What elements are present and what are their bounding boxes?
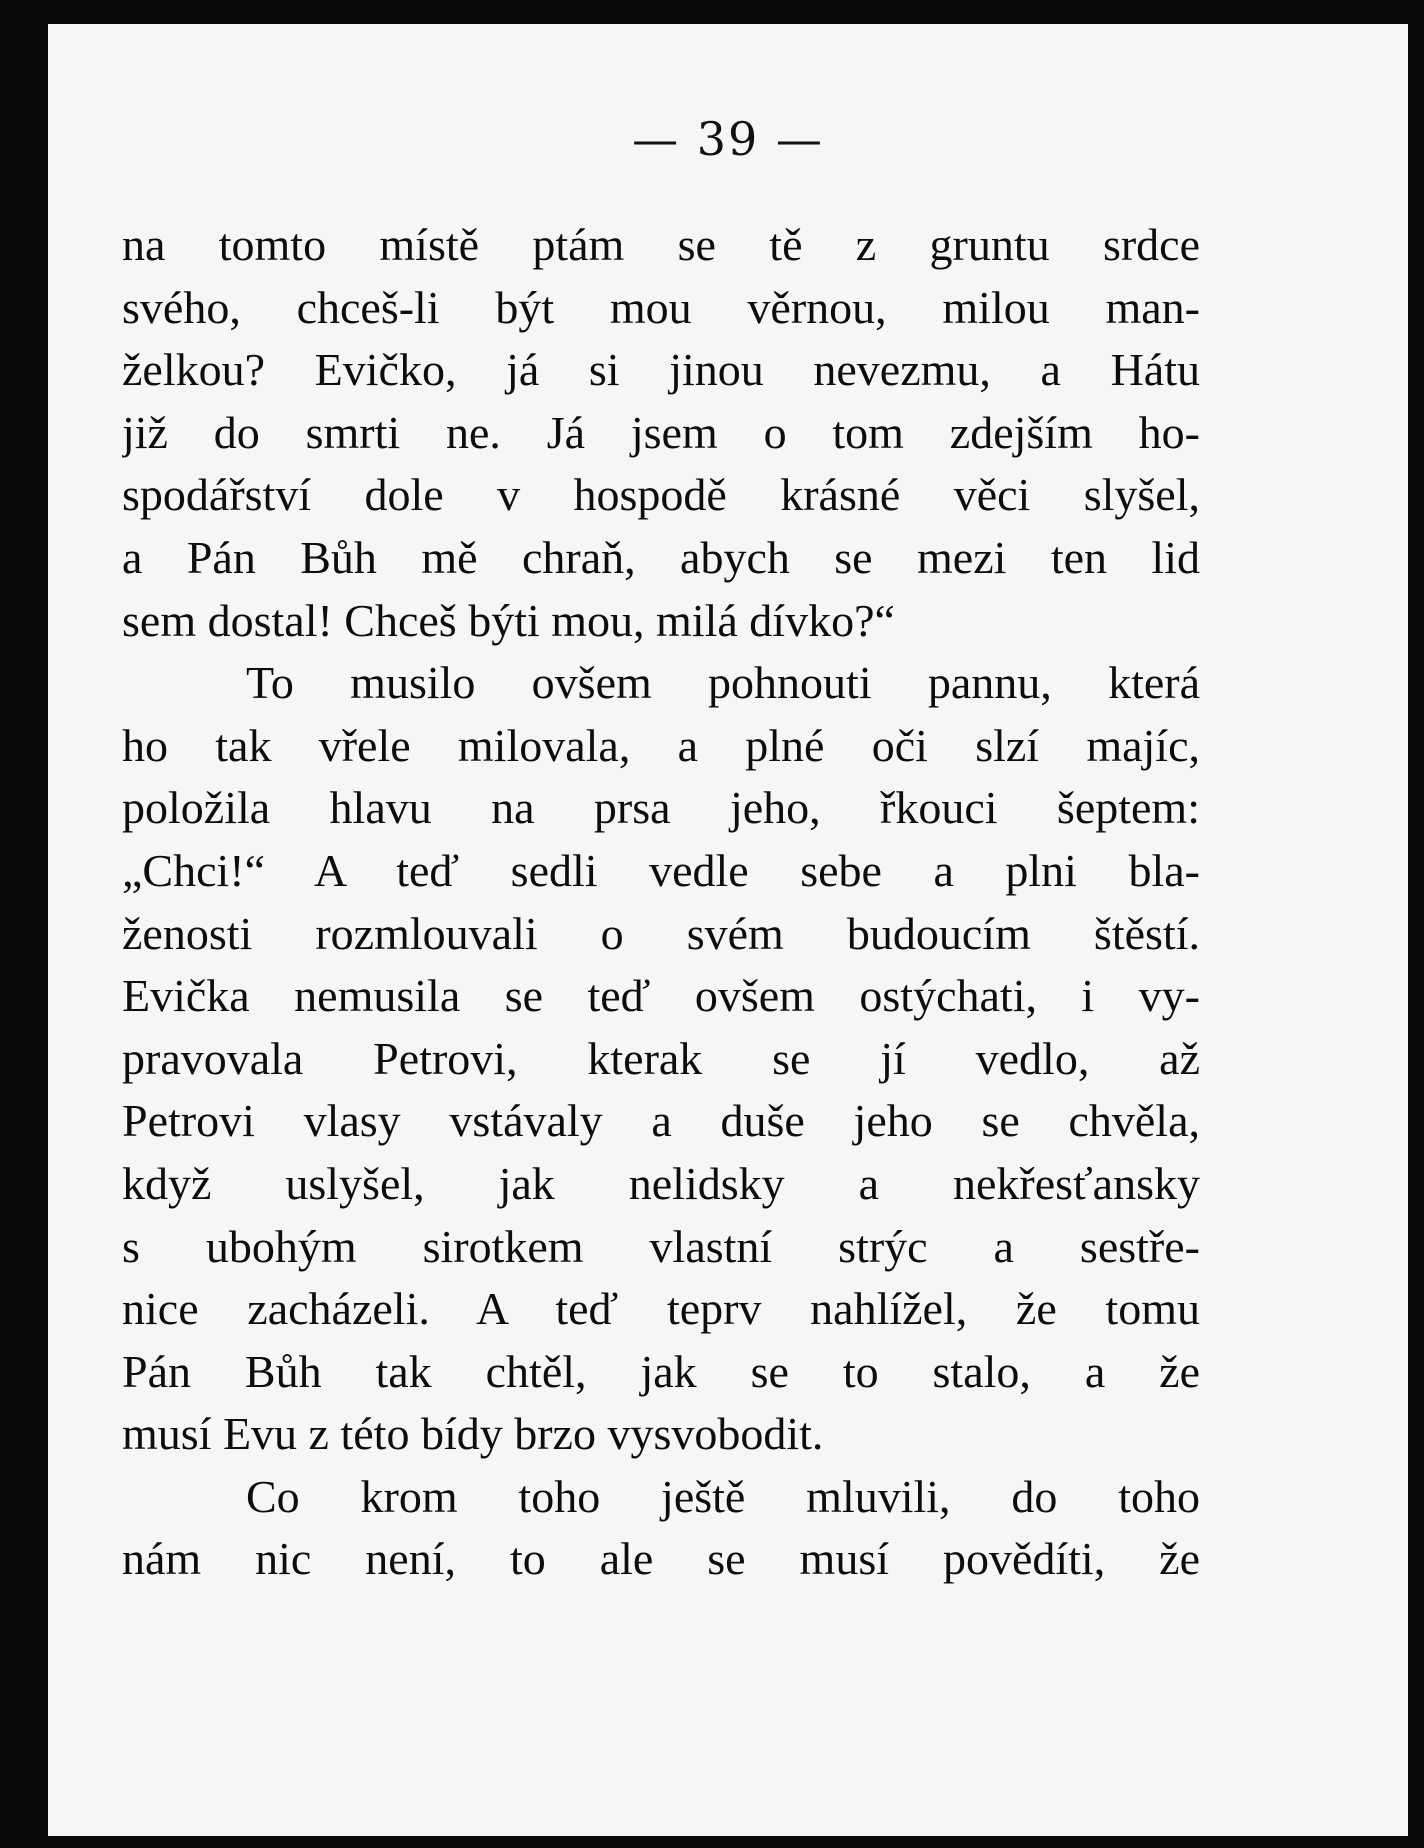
- text-line: ženosti rozmlouvali o svém budoucím štěstí.: [122, 907, 1200, 959]
- text-line: na tomto místě ptám se tě z gruntu srdce: [122, 219, 1200, 270]
- book-page: [48, 24, 1408, 1836]
- body-text: [122, 214, 1200, 1591]
- text-line: nám nic není, to ale se musí povědíti, že: [122, 1533, 1200, 1585]
- text-line: Petrovi vlasy vstávaly a duše jeho se chvěla,: [122, 1095, 1200, 1147]
- text-line: s ubohým sirotkem vlastní strýc a sestře-: [122, 1220, 1200, 1272]
- text-line: spodářství dole v hospodě krásné věci slyšel,: [122, 469, 1200, 521]
- text-line: když uslyšel, jak nelidsky a nekřesťansky: [122, 1157, 1200, 1209]
- text-line: svého, chceš-li být mou věrnou, milou man-: [122, 281, 1200, 333]
- text-line: nice zacházeli. A teď teprv nahlížel, že tomu: [122, 1283, 1200, 1335]
- text-line: sem dostal! Chceš býti mou, milá dívko?“: [122, 594, 895, 646]
- text-line: Evička nemusila se teď ovšem ostýchati, i vy-: [122, 970, 1200, 1022]
- text-line: To musilo ovšem pohnouti pannu, která: [246, 657, 1200, 709]
- text-line: ho tak vřele milovala, a plné oči slzí majíc,: [122, 719, 1200, 771]
- text-line: a Pán Bůh mě chraň, abych se mezi ten lid: [122, 531, 1200, 583]
- page-number: — 39 —: [632, 112, 824, 166]
- text-line: „Chci!“ A teď sedli vedle sebe a plni bla-: [122, 844, 1200, 896]
- text-line: želkou? Evičko, já si jinou nevezmu, a Hátu: [122, 344, 1200, 396]
- text-line: Pán Bůh tak chtěl, jak se to stalo, a že: [122, 1345, 1200, 1397]
- text-line: již do smrti ne. Já jsem o tom zdejším ho-: [122, 406, 1200, 458]
- text-line: položila hlavu na prsa jeho, řkouci šeptem:: [122, 782, 1200, 834]
- text-line: Co krom toho ještě mluvili, do toho: [246, 1470, 1200, 1522]
- text-line: pravovala Petrovi, kterak se jí vedlo, až: [122, 1032, 1200, 1084]
- text-line: musí Evu z této bídy brzo vysvobodit.: [122, 1408, 824, 1460]
